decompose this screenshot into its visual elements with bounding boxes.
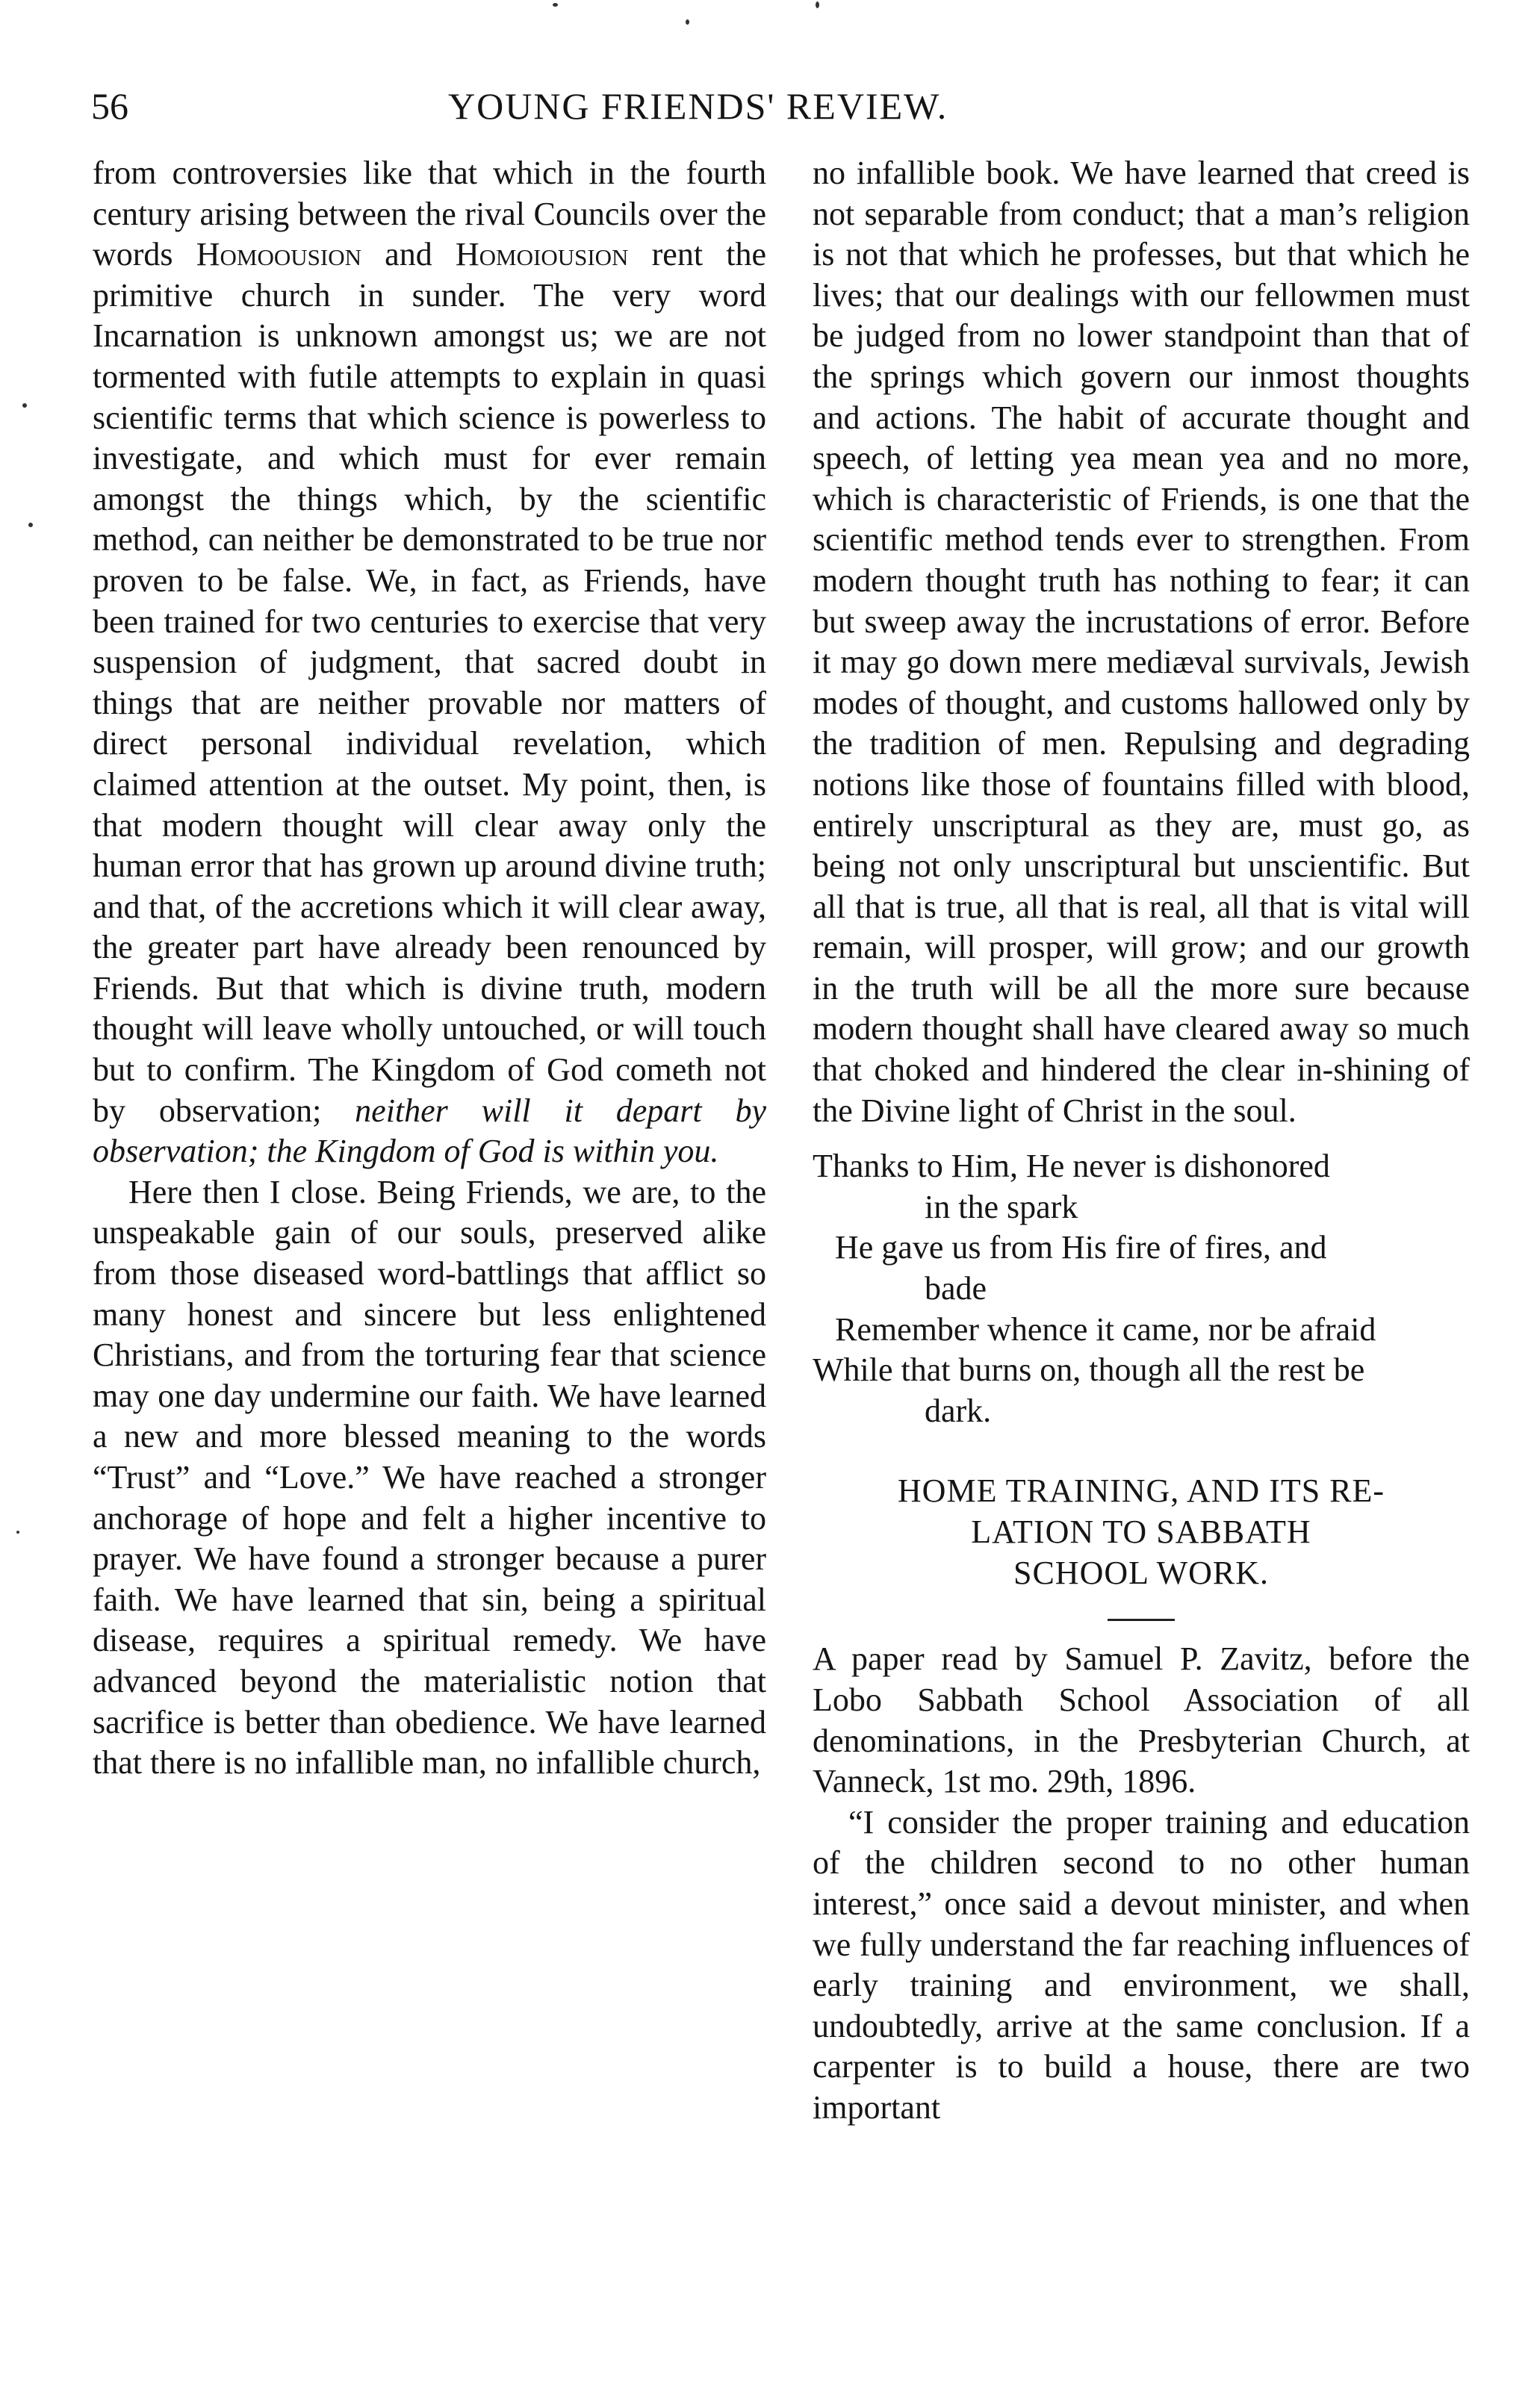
paragraph: Here then I close. Being Friends, we are, to the unspeakable gain of our souls, preserved alike from those diseased word-battlings that afflict so many honest and sincere but less enlightened Christians, and from the torturing fear that science may one day undermine our faith. We have learned a new and more blessed meaning to the words “Trust” and “Love.” We have reached a stronger anchorage of hope and felt a higher incentive to prayer. We have found a stronger because a purer faith. We have learned that sin, being a spiritual disease, requires a spiritual remedy. We have advanced beyond the materialistic notion that sacrifice is better than obedience. We have learned that there is no infallible man, no infallible church,	[93, 1173, 766, 1782]
print-speck	[22, 403, 27, 408]
print-speck	[16, 1531, 19, 1534]
small-caps-term: Homoousion	[196, 236, 361, 273]
italic-quotation: neither will it depart by observation; the Kingdom of God is within you.	[93, 1092, 766, 1170]
section-title: HOME TRAINING, AND ITS RE- LATION TO SABBATH SCHOOL WORK.	[897, 1472, 1385, 1592]
poem-line: bade	[925, 1270, 987, 1307]
poem-quotation	[813, 1146, 1470, 1431]
print-speck	[553, 3, 558, 7]
poem-line: Remember whence it came, nor be afraid	[835, 1310, 1376, 1348]
paragraph: from controversies like that which in the fourth century arising between the rival Councils over the words Homoousion and Homoiousion rent the primitive church in sunder. The very word Incarnation is unknown amongst us; we are not tormented with futile attempts to explain in quasi scientific terms that which science is powerless to investigate, and which must for ever remain amongst the things which, by the scientific method, can neither be demonstrated to be true nor proven to be false. We, in fact, as Friends, have been trained for two centuries to exercise that very suspension of judgment, that sacred doubt in things that are neither provable nor matters of direct personal individual revelation, which claimed attention at the outset. My point, then, is that modern thought will clear away only the human error that has grown up around divine truth; and that, of the accretions which it will clear away, the greater part have already been renounced by Friends. But that which is divine truth, modern thought will leave wholly untouched, or will touch but to confirm. The Kingdom of God cometh not by observation; neither will it depart by observation; the Kingdom of God is within you.	[93, 155, 766, 1170]
paragraph: “I consider the proper training and education of the children second to no other human interest,” once said a devout minister, and when we fully understand the far reaching influences of early training and environment, we shall, undoubtedly, arrive at the same conclusion. If a carpenter is to build a house, there are two important	[813, 1803, 1470, 2126]
running-title: YOUNG FRIENDS' REVIEW.	[448, 85, 948, 127]
section-rule	[1108, 1619, 1175, 1621]
print-speck	[816, 1, 819, 8]
poem-line: He gave us from His fire of fires, and	[835, 1229, 1327, 1266]
page-number: 56	[91, 85, 128, 127]
right-column	[813, 153, 1470, 2129]
poem-line: in the spark	[925, 1188, 1078, 1225]
small-caps-term: Homoiousion	[455, 236, 629, 273]
byline: A paper read by Samuel P. Zavitz, before the Lobo Sabbath School Association of all denominations, in the Presbyterian Church, at Vanneck, 1st mo. 29th, 1896.	[813, 1640, 1470, 1800]
poem-line: dark.	[925, 1392, 992, 1429]
paragraph: no infallible book. We have learned that creed is not separable from conduct; that a man’s religion is not that which he professes, but that which he lives; that our dealings with our fellowmen must be judged from no lower standpoint than that of the springs which govern our inmost thoughts and actions. The habit of accurate thought and speech, of letting yea mean yea and no more, which is characteristic of Friends, is one that the scientific method tends ever to strengthen. From modern thought truth has nothing to fear; it can but sweep away the incrustations of error. Before it may go down mere mediæval survivals, Jewish modes of thought, and customs hallowed only by the tradition of men. Repulsing and degrading notions like those of fountains filled with blood, entirely unscriptural as they are, must go, as being not only unscriptural but unscientific. But all that is true, all that is real, all that is vital will remain, will prosper, will grow; and our growth in the truth will be all the more sure because modern thought shall have cleared away so much that choked and hindered the clear in-shining of the Divine light of Christ in the soul.	[813, 155, 1470, 1129]
poem-line: While that burns on, though all the rest be	[813, 1351, 1365, 1389]
poem-line: Thanks to Him, He never is dishonored	[813, 1148, 1330, 1185]
print-speck	[28, 523, 33, 527]
left-column	[93, 153, 766, 1784]
print-speck	[686, 19, 689, 25]
